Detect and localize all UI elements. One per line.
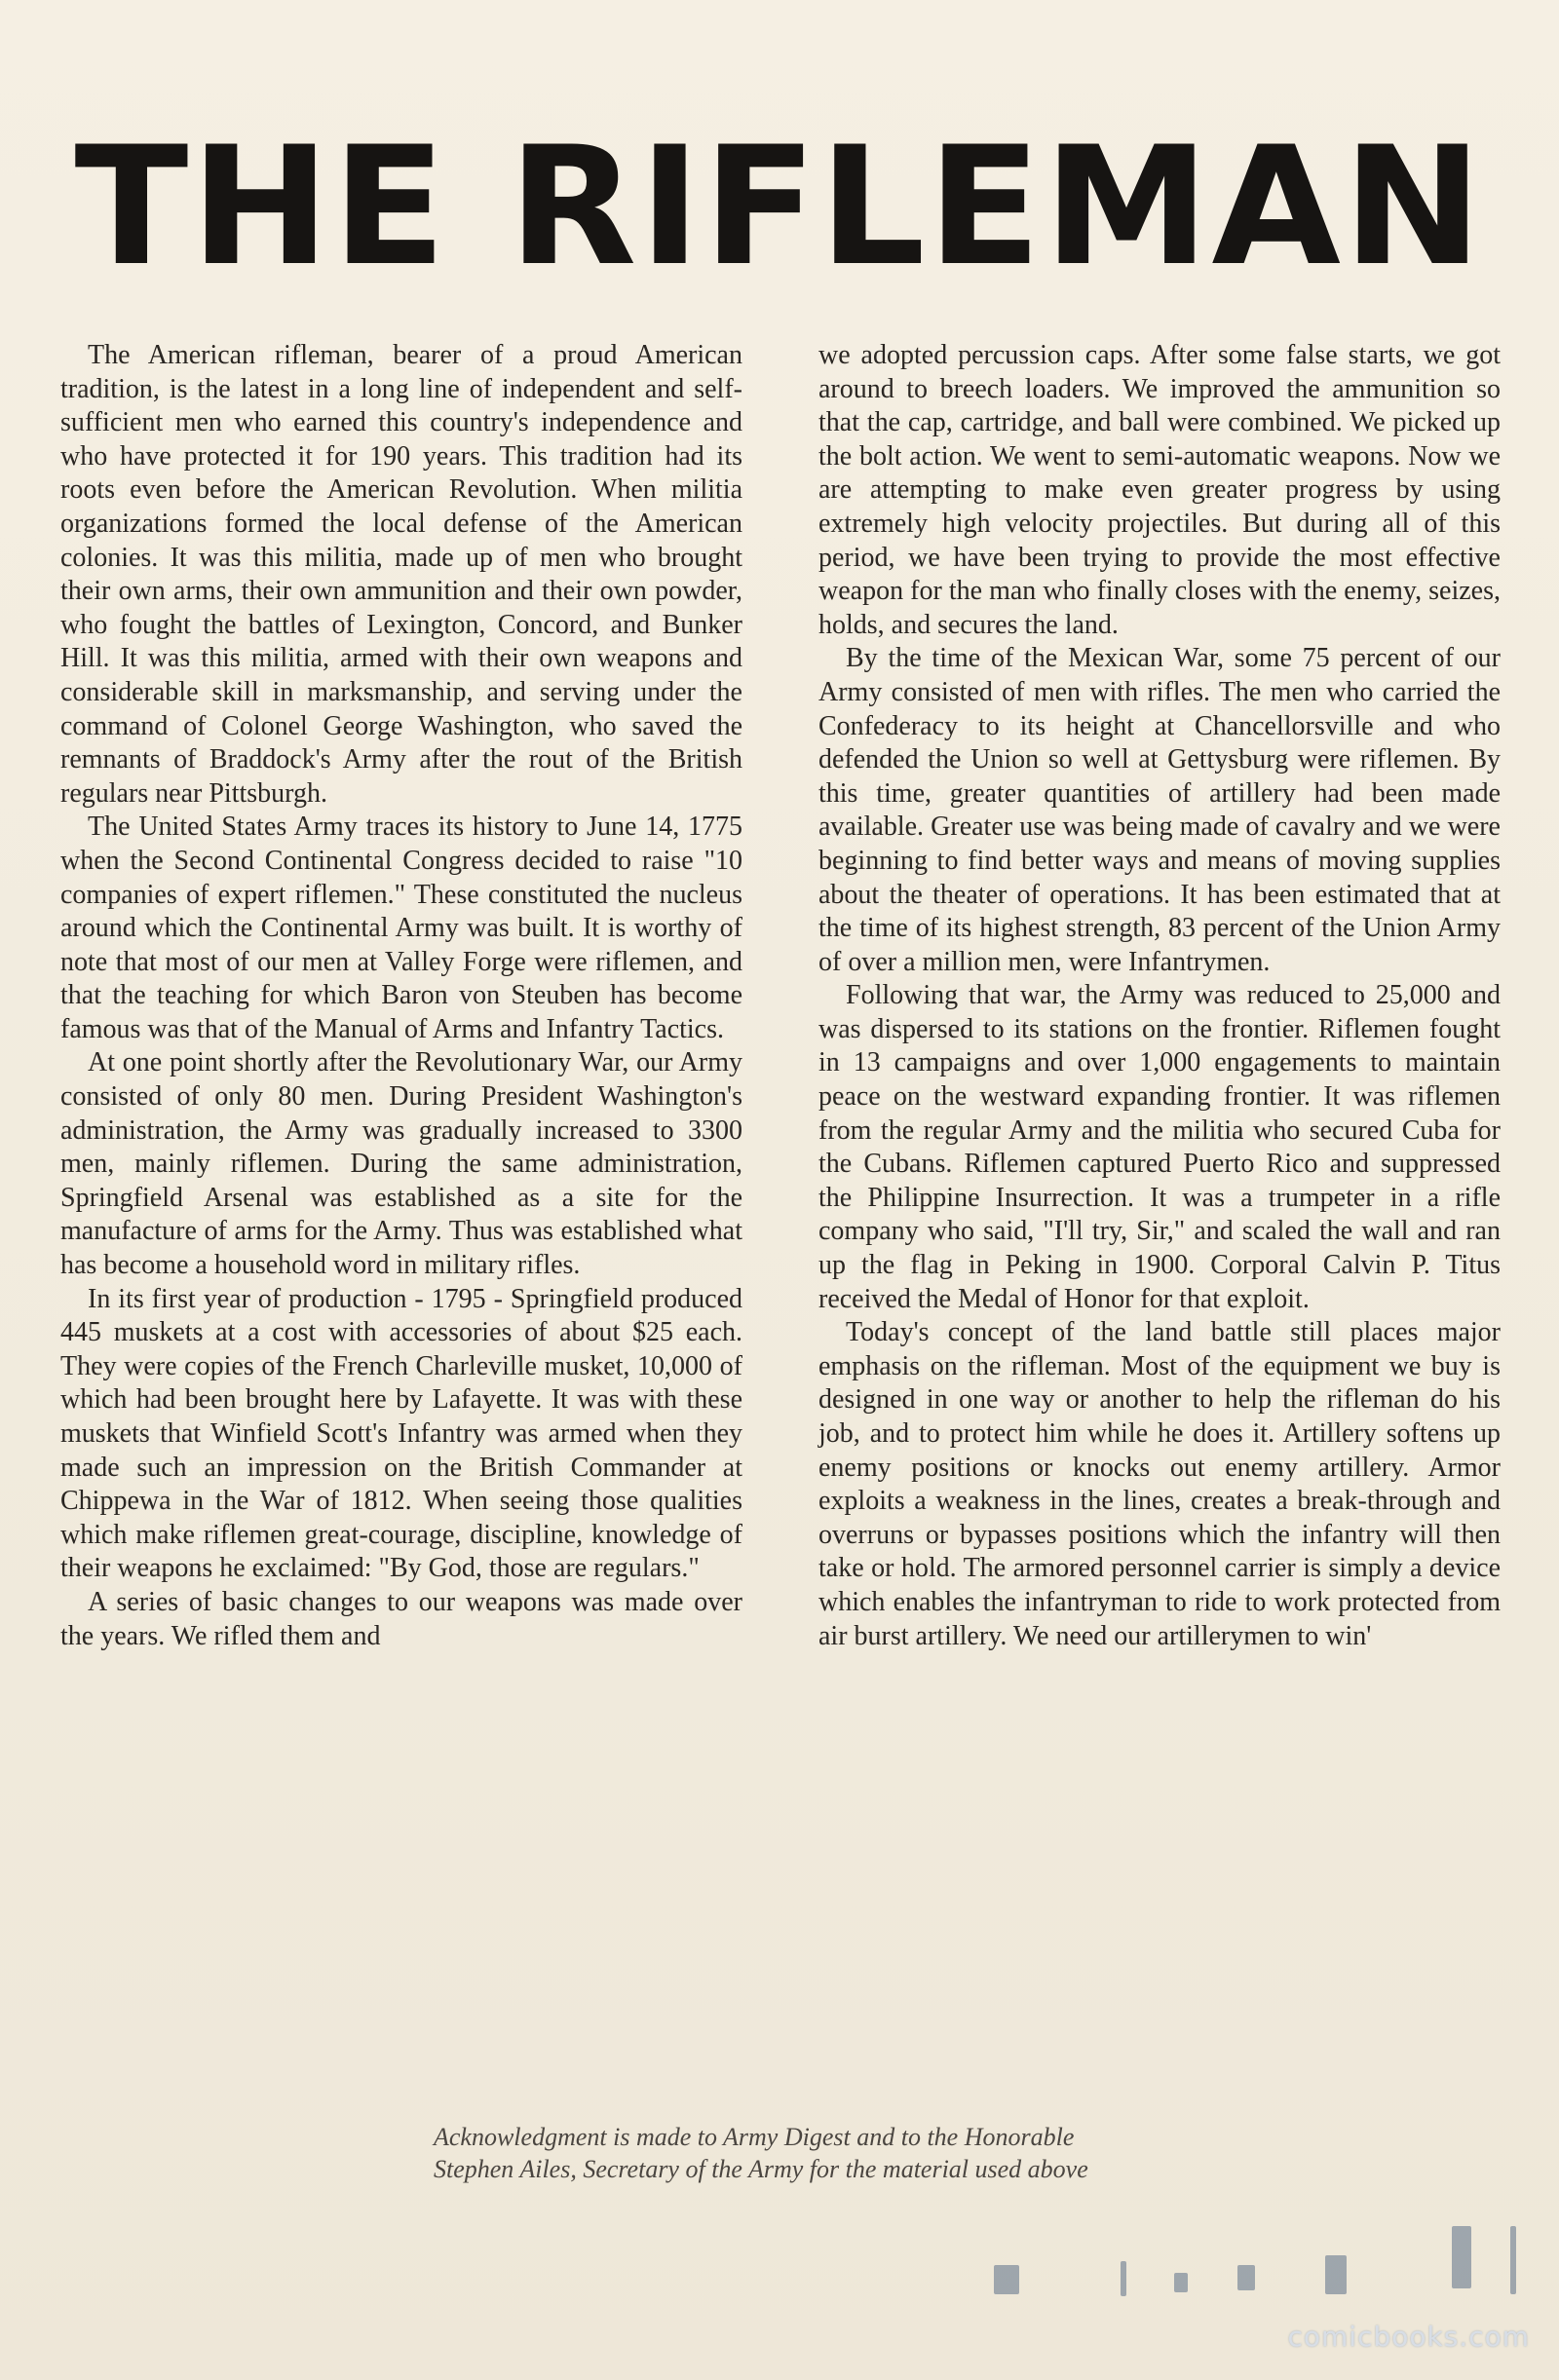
acknowledgment-note: Acknowledgment is made to Army Digest and to the Honorable Stephen Ailes, Secretary of the Army for the material used above (434, 2123, 1088, 2183)
paragraph: In its first year of production - 1795 - Springfield produced 445 muskets at a cost with accessories of about $25 each. They were copies of the French Charleville musket, 10,000 of which had been brought here by Lafayette. It was with these muskets that Winfield Scott's Infantry was armed when they made such an impression on the British Commander at Chippewa in the War of 1812. When seeing those qualities which make riflemen great-courage, discipline, knowledge of their weapons he exclaimed: "By God, those are regulars." (60, 1283, 742, 1584)
left-column (60, 339, 742, 2034)
article-body (60, 339, 1501, 2034)
page-title: THE RIFLEMAN (74, 111, 1485, 302)
right-column (818, 339, 1501, 2034)
paragraph: The United States Army traces its history to June 14, 1775 when the Second Continental Congress decided to raise "10 companies of expert riflemen." These constituted the nucleus around which the Continental Army was built. It is worthy of note that most of our men at Valley Forge were riflemen, and that the teaching for which Baron von Steuben has become famous was that of the Manual of Arms and Infantry Tactics. (60, 812, 742, 1044)
watermark: comicbooks.com (1287, 2321, 1530, 2353)
print-artifacts (984, 2226, 1530, 2314)
paragraph: Today's concept of the land battle still places major emphasis on the rifleman. Most of the equipment we buy is designed in one way or another to help the rifleman do his job, and to protect him while he does it. Artillery softens up enemy positions or knocks out enemy artillery. Armor exploits a weakness in the lines, creates a break-through and overruns or bypasses positions which the infantry will then take or hold. The armored personnel carrier is simply a device which enables the infantryman to ride to work protected from air burst artillery. We need our artillerymen to win' (818, 1317, 1501, 1651)
paragraph: At one point shortly after the Revolutionary War, our Army consisted of only 80 men. During President Washington's administration, the Army was gradually increased to 3300 men, mainly riflemen. During the same administration, Springfield Arsenal was established as a site for the manufacture of arms for the Army. Thus was established what has become a household word in military rifles. (60, 1047, 742, 1281)
paragraph: By the time of the Mexican War, some 75 percent of our Army consisted of men with rifles. The men who carried the Confederacy to its height at Chancellorsville and who defended the Union so well at Gettysburg were riflemen. By this time, greater quantities of artillery had been made available. Greater use was being made of cavalry and we were beginning to find better ways and means of moving supplies about the theater of operations. It has been estimated that at the time of its highest strength, 83 percent of the Union Army of over a million men, were Infantrymen. (818, 643, 1501, 977)
paragraph: The American rifleman, bearer of a proud American tradition, is the latest in a long line of independent and self-sufficient men who earned this country's independence and who have protected it for 190 years. This tradition had its roots even before the American Revolution. When militia organizations formed the local defense of the American colonies. It was this militia, made up of men who brought their own arms, their own ammunition and their own powder, who fought the battles of Lexington, Concord, and Bunker Hill. It was this militia, armed with their own weapons and considerable skill in marksmanship, and serving under the command of Colonel George Washington, who saved the remnants of Braddock's Army after the rout of the British regulars near Pittsburgh. (60, 340, 742, 809)
paragraph: we adopted percussion caps. After some false starts, we got around to breech loaders. We improved the ammunition so that the cap, cartridge, and ball were combined. We picked up the bolt action. We went to semi-automatic weapons. Now we are attempting to make even greater progress by using extremely high velocity projectiles. But during all of this period, we have been trying to provide the most effective weapon for the man who finally closes with the enemy, seizes, holds, and secures the land. (818, 340, 1501, 640)
paragraph: Following that war, the Army was reduced to 25,000 and was dispersed to its stations on the frontier. Riflemen fought in 13 campaigns and over 1,000 engagements to maintain peace on the westward expanding frontier. It was riflemen from the regular Army and the militia who secured Cuba for the Cubans. Riflemen captured Puerto Rico and suppressed the Philippine Insurrection. It was a trumpeter in a rifle company who said, "I'll try, Sir," and scaled the wall and ran up the flag in Peking in 1900. Corporal Calvin P. Titus received the Medal of Honor for that exploit. (818, 980, 1501, 1314)
paragraph: A series of basic changes to our weapons was made over the years. We rifled them and (60, 1586, 742, 1651)
